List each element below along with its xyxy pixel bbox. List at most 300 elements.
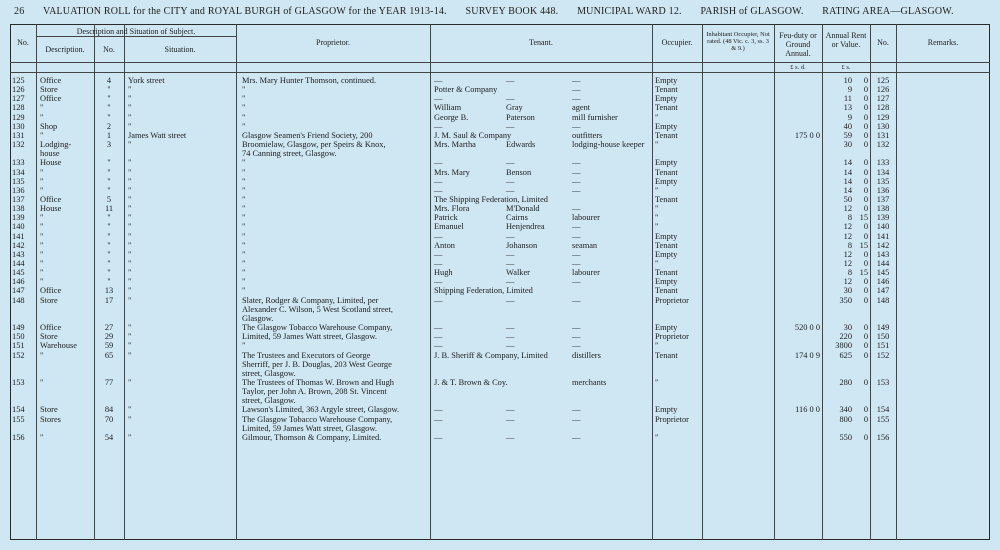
entry-tenant-occupation: — — [572, 185, 581, 195]
entry-proprietor: Taylor, per John A. Brown, 208 St. Vincent — [242, 387, 387, 397]
entry-rent-pounds: 14 — [843, 158, 852, 168]
entry-proprietor: " — [242, 121, 246, 131]
entry-rent-pounds: 340 — [839, 405, 852, 415]
entry-tenant-first: William — [434, 103, 462, 113]
entry-tenant-first: J. B. Sheriff & Company, Limited — [434, 350, 548, 360]
entry-number-right: 125 — [876, 76, 890, 85]
entry-rent-pounds: 10 — [843, 76, 852, 85]
entry-tenant-occupation: lodging-house keeper — [572, 140, 645, 150]
entry-tenant-first: — — [434, 432, 443, 442]
entry-situation: " — [128, 185, 132, 195]
entry-rent-shillings: 0 — [863, 323, 868, 333]
entry-tenant-surname: Gray — [506, 103, 523, 113]
entry-description: " — [40, 213, 44, 223]
entry-number-right: 141 — [876, 231, 890, 241]
entry-description: " — [40, 103, 44, 113]
entry-number: 135 — [12, 176, 25, 186]
entry-tenant-surname: — — [506, 176, 515, 186]
entry-rent-shillings: 0 — [863, 185, 868, 195]
entry-feuduty: 175 0 0 — [794, 130, 820, 140]
entry-description: " — [40, 377, 44, 387]
entry-situation: " — [128, 405, 132, 415]
entry-rent-pounds: 550 — [839, 432, 852, 442]
rent-units: £ s. — [841, 64, 851, 71]
entry-description: " — [40, 167, 44, 177]
entry-situation: " — [128, 249, 132, 259]
entry-rent-shillings: 0 — [863, 332, 868, 342]
roll-title: VALUATION ROLL for the CITY and ROYAL BURGH of GLASGOW for the YEAR 1913-14. — [42, 6, 447, 17]
entry-situation: " — [128, 204, 132, 214]
entry-tenant-surname: Walker — [506, 268, 530, 278]
entry-description: " — [40, 185, 44, 195]
entry-number-right: 137 — [876, 194, 890, 204]
entry-rent-shillings: 0 — [863, 112, 868, 122]
entry-number: 143 — [12, 249, 25, 259]
entry-tenant-first: — — [434, 121, 443, 131]
entry-situation: " — [128, 121, 132, 131]
entry-number-right: 153 — [876, 377, 890, 387]
entry-rent-pounds: 12 — [843, 249, 852, 259]
col-description: Description. — [45, 45, 85, 54]
entry-street-number: " — [107, 112, 111, 122]
entry-tenant-first: — — [434, 323, 443, 333]
entry-rent-shillings: 0 — [863, 295, 868, 305]
entry-feuduty: 116 0 0 — [795, 405, 820, 415]
entry-occupier: " — [655, 213, 659, 223]
entry-street-number: " — [107, 240, 111, 250]
entry-rent-pounds: 30 — [843, 286, 852, 296]
entry-rent-pounds: 50 — [843, 194, 852, 204]
entry-rent-pounds: 280 — [839, 377, 852, 387]
entry-description: Warehouse — [40, 341, 77, 351]
entry-number-right: 128 — [876, 103, 890, 113]
entry-situation: " — [128, 112, 132, 122]
entry-proprietor: " — [242, 268, 246, 278]
col-situation: Situation. — [164, 45, 196, 54]
entry-tenant-occupation: — — [572, 323, 581, 333]
entry-street-number: " — [107, 249, 111, 259]
entry-number: 153 — [12, 377, 25, 387]
entry-street-number: " — [107, 85, 111, 95]
entry-occupier: " — [655, 377, 659, 387]
entry-description: house — [40, 149, 60, 159]
entry-tenant-surname: — — [506, 94, 515, 104]
entry-situation: York street — [128, 76, 165, 85]
entry-tenant-first: — — [434, 295, 443, 305]
entry-number-right: 154 — [876, 405, 890, 415]
entry-tenant-occupation: — — [572, 121, 581, 131]
entry-tenant-first: Mrs. Flora — [434, 204, 470, 214]
entry-rent-pounds: 9 — [847, 85, 852, 95]
entry-situation: " — [128, 213, 132, 223]
entry-description: " — [40, 240, 44, 250]
entry-tenant-first: — — [434, 185, 443, 195]
entry-rent-pounds: 14 — [843, 185, 852, 195]
entry-tenant-first: The Shipping Federation, Limited — [434, 194, 548, 204]
entry-tenant-surname: Henjendrea — [506, 222, 545, 232]
entry-number: 146 — [12, 277, 25, 287]
entry-tenant-surname: — — [506, 323, 515, 333]
entry-street-number: 1 — [106, 130, 112, 140]
entry-number: 141 — [12, 231, 25, 241]
entry-rent-shillings: 0 — [863, 194, 868, 204]
entry-rent-pounds: 13 — [843, 103, 852, 113]
col-no: No. — [17, 38, 29, 47]
entry-situation: " — [128, 167, 132, 177]
entry-rent-pounds: 30 — [843, 323, 852, 333]
entry-tenant-first: Potter & Company — [434, 85, 498, 95]
rule — [896, 24, 897, 540]
entry-description: Store — [40, 332, 58, 342]
entry-rent-pounds: 11 — [843, 94, 852, 104]
entry-street-number: " — [107, 213, 111, 223]
entry-tenant-surname: Johanson — [506, 240, 538, 250]
entry-description: " — [40, 231, 44, 241]
entry-street-number: " — [107, 103, 111, 113]
entry-tenant-surname: — — [506, 405, 515, 415]
survey-book: SURVEY BOOK 448. — [465, 6, 559, 17]
entry-description: Office — [40, 194, 62, 204]
rule — [870, 24, 871, 540]
entry-occupier: Tenant — [655, 85, 678, 95]
entry-proprietor: The Glasgow Tobacco Warehouse Company, — [242, 323, 393, 333]
feu-units: £ s. d. — [790, 64, 806, 71]
entry-tenant-surname: Cairns — [506, 213, 528, 223]
entry-tenant-occupation: — — [572, 158, 581, 168]
entry-rent-shillings: 0 — [863, 103, 868, 113]
entry-tenant-first: Patrick — [434, 213, 458, 223]
entry-situation: " — [128, 341, 132, 351]
entry-rent-shillings: 0 — [863, 405, 868, 415]
entry-street-number: " — [107, 167, 111, 177]
entry-description: Office — [40, 323, 62, 333]
entry-number-right: 147 — [876, 286, 890, 296]
group-rule — [36, 36, 236, 37]
entry-number: 138 — [12, 204, 25, 214]
entry-description: " — [40, 350, 44, 360]
entry-feuduty: 174 0 9 — [794, 350, 820, 360]
entry-description: Store — [40, 405, 58, 415]
entry-number-right: 140 — [876, 222, 890, 232]
entry-number: 152 — [12, 350, 25, 360]
entry-tenant-occupation: seaman — [572, 240, 598, 250]
entry-number-right: 133 — [876, 158, 890, 168]
entry-rent-shillings: 15 — [859, 213, 868, 223]
entry-tenant-occupation: distillers — [572, 350, 601, 360]
entry-street-number: 77 — [104, 377, 114, 387]
entry-street-number: 84 — [104, 405, 114, 415]
entry-tenant-first: Hugh — [434, 268, 453, 278]
entry-occupier: " — [655, 140, 659, 150]
entry-situation: " — [128, 377, 132, 387]
entry-number: 136 — [12, 185, 25, 195]
entry-description: Shop — [40, 121, 58, 131]
entry-tenant-occupation: — — [572, 341, 581, 351]
entry-tenant-first: — — [434, 231, 443, 241]
entry-situation: " — [128, 94, 132, 104]
entry-number-right: 144 — [876, 259, 890, 268]
entry-street-number: " — [107, 176, 111, 186]
entry-proprietor: " — [242, 103, 246, 113]
entry-tenant-occupation: labourer — [572, 268, 600, 278]
entry-rent-shillings: 0 — [863, 249, 868, 259]
entry-rent-pounds: 59 — [843, 130, 852, 140]
entry-rent-pounds: 8 — [847, 240, 852, 250]
rating-area: RATING AREA—GLASGOW. — [822, 6, 954, 17]
entry-proprietor: " — [242, 112, 246, 122]
entry-situation: " — [128, 268, 132, 278]
entry-occupier: Tenant — [655, 130, 678, 140]
entry-rent-pounds: 350 — [839, 295, 852, 305]
entry-situation: " — [128, 176, 132, 186]
entry-proprietor: The Trustees and Executors of George — [242, 350, 371, 360]
parish: PARISH of GLASGOW. — [700, 6, 804, 17]
entry-number: 140 — [12, 222, 25, 232]
entry-proprietor: " — [242, 259, 246, 268]
entry-rent-shillings: 0 — [863, 85, 868, 95]
entry-rent-shillings: 0 — [863, 222, 868, 232]
entry-rent-pounds: 12 — [843, 231, 852, 241]
entry-tenant-first: — — [434, 405, 443, 415]
entry-tenant-first: Shipping Federation, Limited — [434, 286, 533, 296]
entry-tenant-first: Mrs. Mary — [434, 167, 470, 177]
entry-tenant-occupation: — — [572, 176, 581, 186]
entry-street-number: 70 — [104, 414, 114, 424]
entry-rent-shillings: 0 — [863, 204, 868, 214]
entry-proprietor: Broomielaw, Glasgow, per Speirs & Knox, — [242, 140, 386, 150]
col-remarks: Remarks. — [927, 38, 959, 47]
entry-tenant-surname: — — [506, 249, 515, 259]
entry-number-right: 130 — [876, 121, 890, 131]
col-tenant: Tenant. — [529, 38, 553, 47]
entry-description: " — [40, 259, 44, 268]
entry-number-right: 148 — [876, 295, 890, 305]
entry-proprietor: " — [242, 249, 246, 259]
entry-description: Store — [40, 295, 58, 305]
entry-tenant-surname: — — [506, 121, 515, 131]
entry-tenant-surname: — — [506, 332, 515, 342]
entry-tenant-first: — — [434, 249, 443, 259]
entry-number: 125 — [12, 76, 25, 85]
col-occupier: Occupier. — [661, 38, 693, 47]
entry-proprietor: " — [242, 94, 246, 104]
entry-proprietor: " — [242, 204, 246, 214]
col-inhabitant: Inhabitant Occupier, Not rated. (48 Vic. c. 3, ss. 3 & 9.) — [706, 31, 770, 52]
entry-occupier: Tenant — [655, 240, 678, 250]
entry-tenant-surname: — — [506, 231, 515, 241]
entry-rent-shillings: 0 — [863, 341, 868, 351]
entry-tenant-occupation: — — [572, 432, 581, 442]
entry-tenant-surname: — — [506, 185, 515, 195]
entry-tenant-occupation: — — [572, 76, 581, 85]
entry-tenant-first: — — [434, 259, 443, 268]
entry-rent-pounds: 12 — [843, 277, 852, 287]
entry-situation: " — [128, 414, 132, 424]
entry-situation: " — [128, 277, 132, 287]
entry-description: Stores — [40, 414, 61, 424]
entry-rent-shillings: 0 — [863, 130, 868, 140]
entry-number: 132 — [12, 140, 25, 150]
entry-tenant-occupation: — — [572, 405, 581, 415]
entry-occupier: Tenant — [655, 286, 678, 296]
entry-proprietor: Mrs. Mary Hunter Thomson, continued. — [242, 76, 377, 85]
entry-number-right: 126 — [876, 85, 890, 95]
entry-number-right: 146 — [876, 277, 890, 287]
entry-proprietor: " — [242, 194, 246, 204]
entry-tenant-surname: — — [506, 158, 515, 168]
col-feuduty: Feu-duty or Ground Annual. — [779, 31, 817, 58]
entry-rent-shillings: 15 — [859, 268, 868, 278]
entry-tenant-occupation: — — [572, 332, 581, 342]
entry-tenant-surname: — — [506, 259, 515, 268]
entry-number: 155 — [12, 414, 25, 424]
entry-street-number: 2 — [106, 121, 112, 131]
entry-number: 126 — [12, 85, 25, 95]
entry-tenant-surname: — — [506, 341, 515, 351]
entry-occupier: Empty — [655, 176, 678, 186]
entry-rent-shillings: 0 — [863, 350, 868, 360]
entry-tenant-surname: — — [506, 76, 515, 85]
entry-occupier: Empty — [655, 277, 678, 287]
entry-proprietor: " — [242, 158, 246, 168]
entry-occupier: Empty — [655, 405, 678, 415]
entry-tenant-first: J. & T. Brown & Coy. — [434, 377, 508, 387]
entry-street-number: 4 — [106, 76, 112, 85]
entry-description: House — [40, 158, 62, 168]
entry-situation: " — [128, 332, 132, 342]
entry-rent-shillings: 0 — [863, 158, 868, 168]
rule — [774, 24, 775, 540]
entry-occupier: Proprietor — [655, 414, 689, 424]
entry-street-number: " — [107, 277, 111, 287]
entry-occupier: " — [655, 341, 659, 351]
rule — [430, 24, 431, 540]
col-no-right: No. — [877, 38, 889, 47]
entry-number: 148 — [12, 295, 25, 305]
entry-tenant-occupation: — — [572, 295, 581, 305]
entry-proprietor: " — [242, 176, 246, 186]
entry-number-right: 134 — [876, 167, 890, 177]
entry-tenant-occupation: — — [572, 94, 581, 104]
entry-proprietor: street, Glasgow. — [242, 368, 296, 378]
entry-situation: " — [128, 85, 132, 95]
entry-tenant-occupation: — — [572, 231, 581, 241]
entry-rent-shillings: 0 — [863, 414, 868, 424]
entry-rent-pounds: 40 — [843, 121, 852, 131]
entry-number-right: 132 — [876, 140, 890, 150]
entry-tenant-first: Emanuel — [434, 222, 464, 232]
entry-tenant-occupation: — — [572, 259, 581, 268]
entry-number-right: 145 — [876, 268, 890, 278]
entry-proprietor: Sherriff, per J. B. Douglas, 203 West George — [242, 359, 392, 369]
entry-tenant-occupation: — — [572, 85, 581, 95]
entry-tenant-occupation: — — [572, 277, 581, 287]
entry-number: 134 — [12, 167, 25, 177]
entry-tenant-occupation: — — [572, 414, 581, 424]
entry-description: " — [40, 432, 44, 442]
entry-occupier: " — [655, 204, 659, 214]
entry-street-number: 27 — [104, 323, 114, 333]
entry-proprietor: Alexander C. Wilson, 5 West Scotland street, — [242, 304, 394, 314]
entry-proprietor: " — [242, 341, 246, 351]
entry-tenant-surname: — — [506, 295, 515, 305]
entry-proprietor: Glasgow Seamen's Friend Society, 200 — [242, 130, 373, 140]
entry-number: 144 — [12, 259, 25, 268]
entry-tenant-first: — — [434, 341, 443, 351]
entry-rent-pounds: 12 — [843, 259, 852, 268]
entry-street-number: " — [107, 185, 111, 195]
rule — [124, 24, 125, 540]
rule — [94, 24, 95, 540]
entry-tenant-occupation: — — [572, 204, 581, 214]
entry-street-number: 5 — [106, 194, 112, 204]
entry-number: 139 — [12, 213, 25, 223]
entry-tenant-surname: — — [506, 414, 515, 424]
entry-occupier: Empty — [655, 121, 678, 131]
entry-description: Store — [40, 85, 58, 95]
entry-situation: " — [128, 323, 132, 333]
entry-proprietor: Limited, 59 James Watt street, Glasgow. — [242, 332, 377, 342]
entry-number: 156 — [12, 432, 25, 442]
entry-tenant-first: — — [434, 94, 443, 104]
entry-rent-shillings: 0 — [863, 121, 868, 131]
entry-rent-pounds: 14 — [843, 176, 852, 186]
entry-proprietor: The Trustees of Thomas W. Brown and Hugh — [242, 377, 394, 387]
entry-street-number: " — [107, 259, 111, 268]
entry-number: 142 — [12, 240, 25, 250]
col-proprietor: Proprietor. — [316, 38, 350, 47]
entry-tenant-surname: — — [506, 277, 515, 287]
entry-proprietor: Gilmour, Thomson & Company, Limited. — [242, 432, 382, 442]
entry-number-right: 156 — [876, 432, 890, 442]
entry-tenant-surname: Paterson — [506, 112, 535, 122]
entry-situation: " — [128, 231, 132, 241]
entry-proprietor: Limited, 59 James Watt street, Glasgow. — [242, 423, 377, 433]
entry-number-right: 127 — [876, 94, 890, 104]
entry-occupier: Tenant — [655, 103, 678, 113]
entry-occupier: Empty — [655, 94, 678, 104]
page-number: 26 — [14, 6, 25, 17]
entry-number: 151 — [12, 341, 25, 351]
entry-description: " — [40, 130, 44, 140]
entry-number-right: 155 — [876, 414, 890, 424]
entry-rent-shillings: 0 — [863, 432, 868, 442]
entry-description: " — [40, 112, 44, 122]
entry-proprietor: Glasgow. — [242, 313, 274, 323]
entry-street-number: " — [107, 268, 111, 278]
entry-tenant-first: George B. — [434, 112, 469, 122]
entry-occupier: Empty — [655, 323, 678, 333]
entry-number-right: 152 — [876, 350, 890, 360]
entry-tenant-occupation: mill furnisher — [572, 112, 618, 122]
entry-situation: James Watt street — [128, 130, 187, 140]
entry-tenant-surname: Edwards — [506, 140, 536, 150]
entry-tenant-occupation: — — [572, 249, 581, 259]
entry-street-number: 3 — [106, 140, 112, 150]
entry-occupier: Empty — [655, 158, 678, 168]
entry-number: 129 — [12, 112, 25, 122]
entry-proprietor: " — [242, 231, 246, 241]
entry-situation: " — [128, 350, 132, 360]
entry-description: Lodging- — [40, 140, 72, 150]
units-rule — [10, 72, 990, 73]
entry-number-right: 138 — [876, 204, 890, 214]
entry-number-right: 129 — [876, 112, 890, 122]
entry-number: 150 — [12, 332, 25, 342]
entry-tenant-occupation: labourer — [572, 213, 600, 223]
entry-number: 130 — [12, 121, 25, 131]
entry-number-right: 142 — [876, 240, 890, 250]
